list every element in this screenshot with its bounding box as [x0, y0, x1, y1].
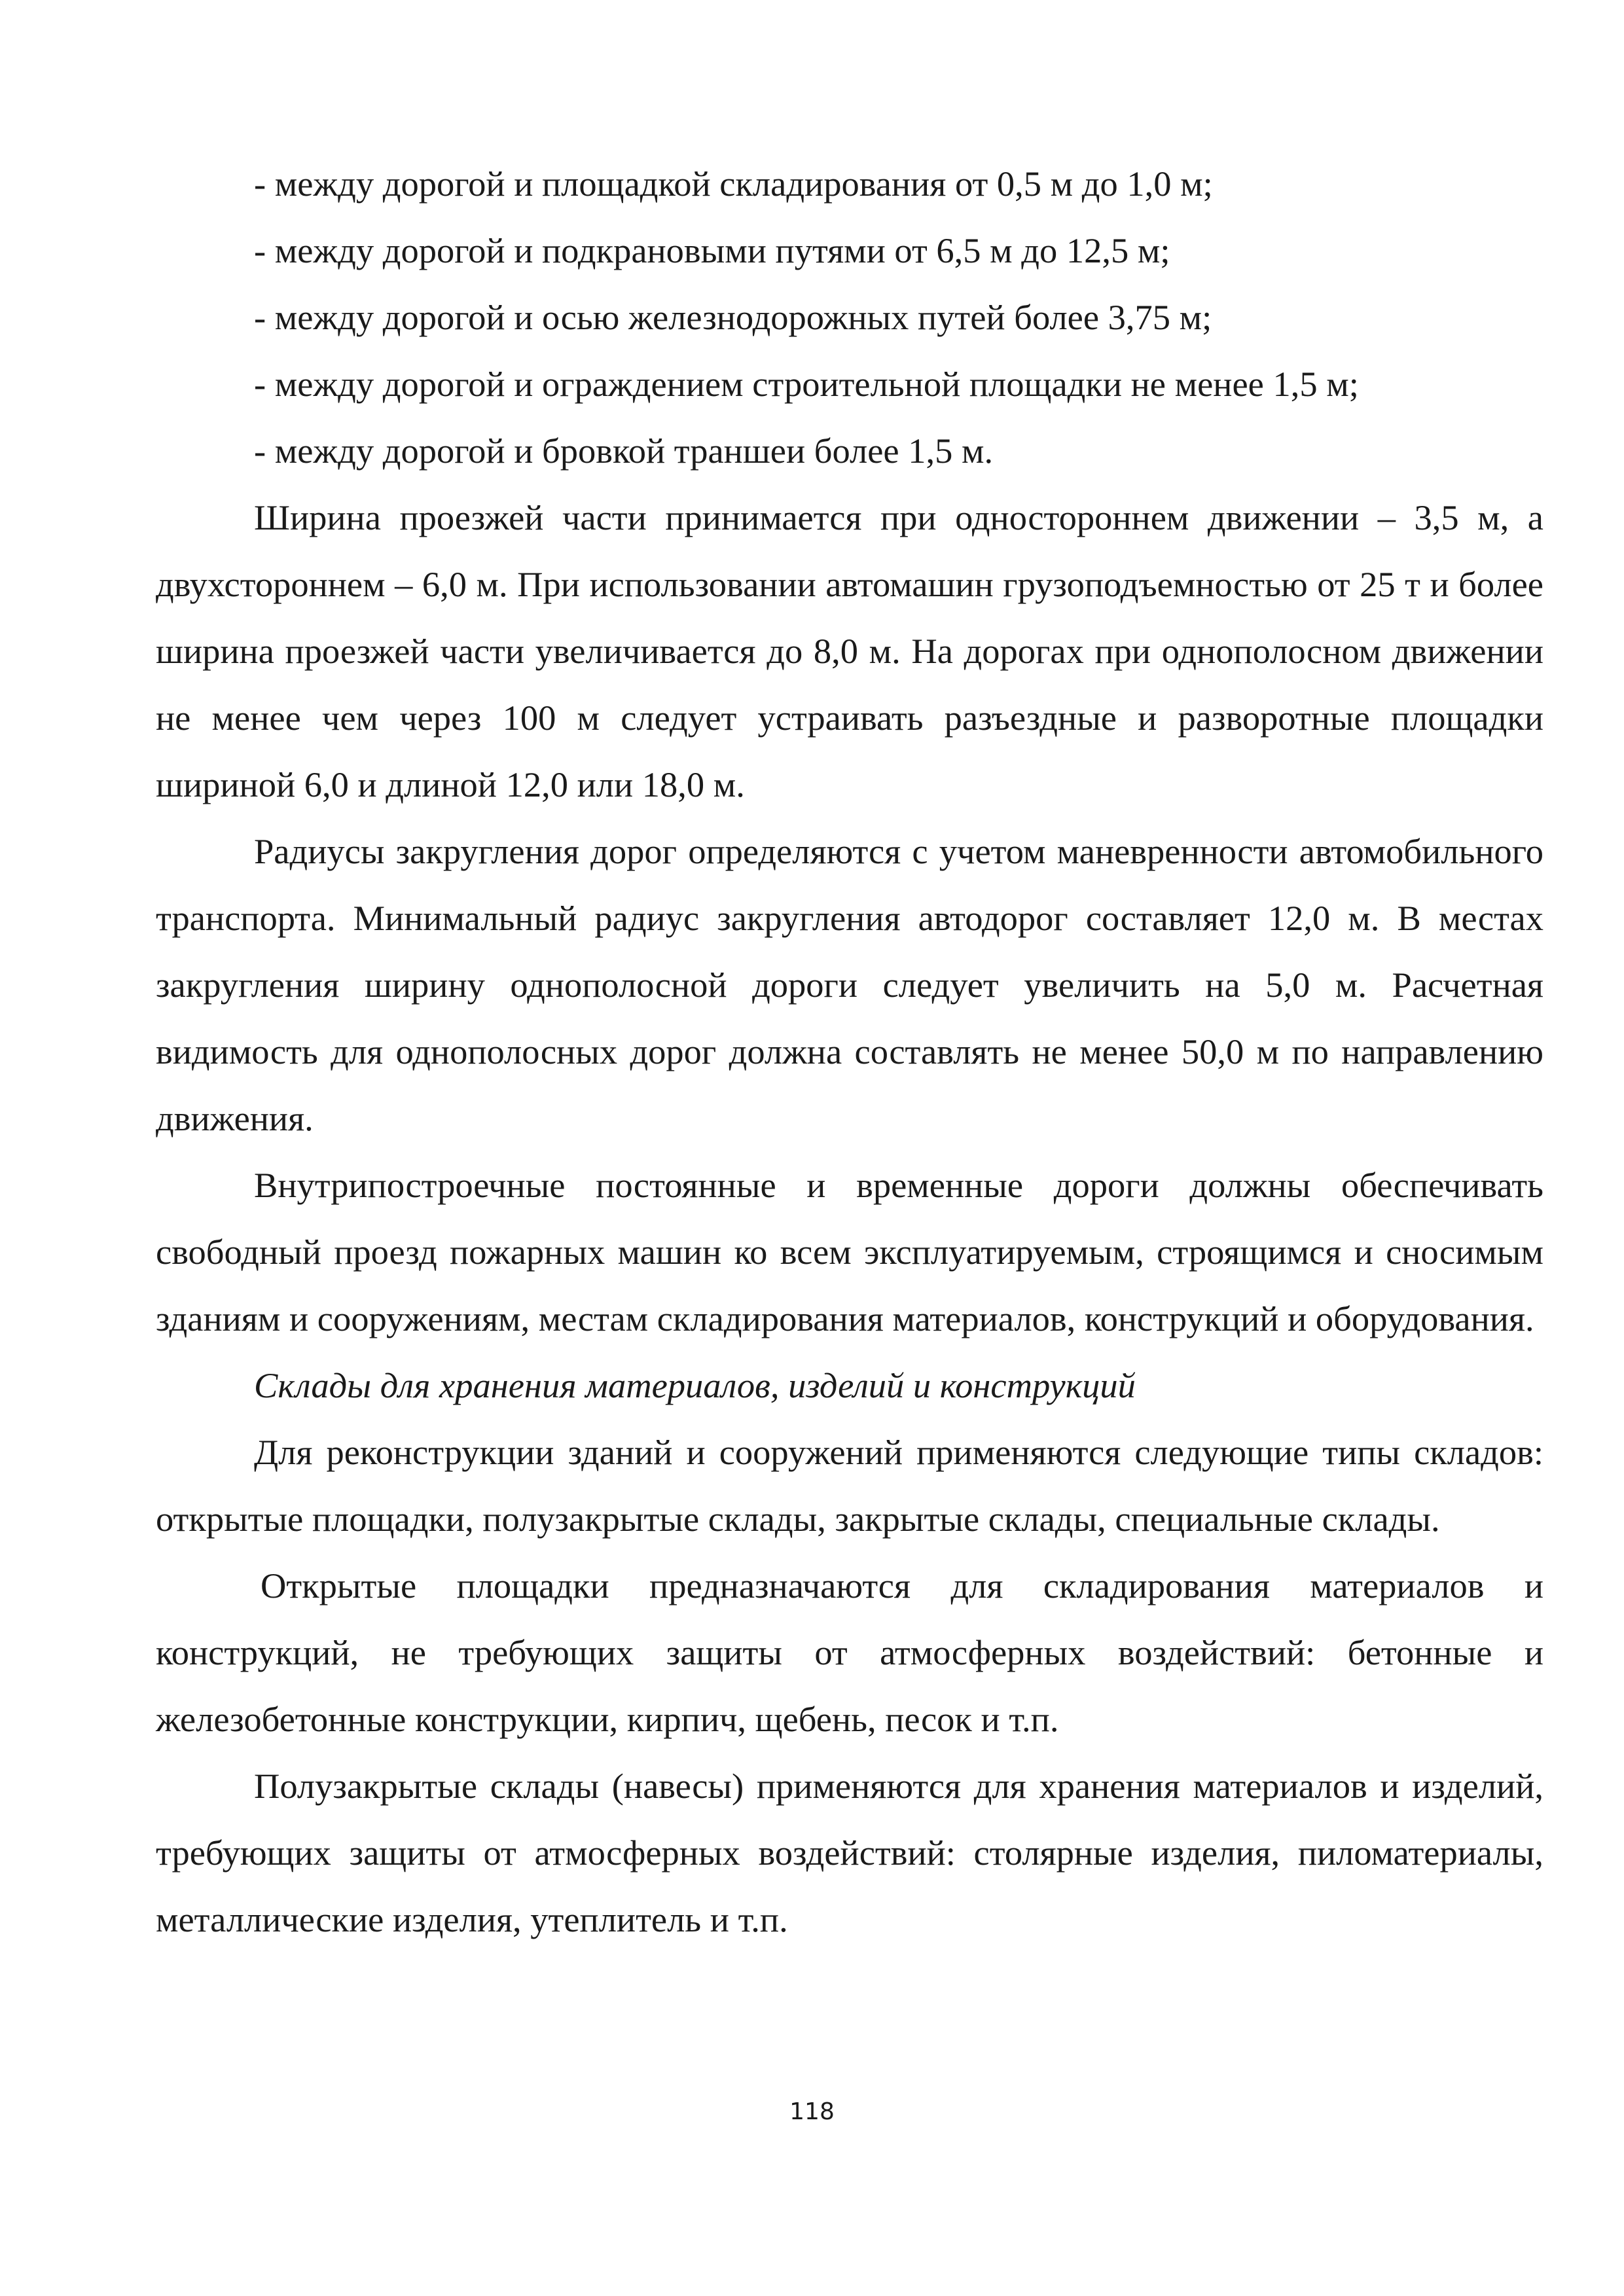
- list-item-trench-edge: - между дорогой и бровкой траншеи более 1,5 м.: [254, 431, 994, 471]
- list-item-storage-site: - между дорогой и площадкой складирования от 0,5 м до 1,0 м;: [254, 164, 1213, 204]
- paragraph-semi-closed: Полузакрытые склады (навесы) применяются для хранения материалов и изделий, требующих защиты от атмосферных воздействий: столярные изделия, пиломатериалы, металлические изделия, утеплитель и т.п.: [156, 1766, 1543, 1939]
- paragraph-fire-access: Внутрипостроечные постоянные и временные дороги должны обеспечивать свободный проезд пожарных машин ко всем эксплуатируемым, строящимся и сносимым зданиям и сооружениям, местам складирования материалов, конструкций и оборудования.: [156, 1165, 1543, 1338]
- paragraph-roadway-width: Ширина проезжей части принимается при одностороннем движении – 3,5 м, а двухстороннем – 6,0 м. При использовании автомашин грузоподъемностью от 25 т и более ширина проезжей части увеличивается до 8,0 м. На дорогах при однополосном движении не менее чем через 100 м следует устраивать разъездные и разворотные площадки шириной 6,0 и длиной 12,0 или 18,0 м.: [156, 497, 1543, 804]
- section-heading-warehouses: Склады для хранения материалов, изделий и конструкций: [254, 1365, 1136, 1405]
- text-body: [156, 151, 1543, 1953]
- paragraph-open-sites: Открытые площадки предназначаются для складирования материалов и конструкций, не требующих защиты от атмосферных воздействий: бетонные и железобетонные конструкции, кирпич, щебень, песок и т.п.: [156, 1566, 1543, 1739]
- paragraph-curve-radius: Радиусы закругления дорог определяются с учетом маневренности автомобильного транспорта. Минимальный радиус закругления автодорог составляет 12,0 м. В местах закругления ширину однополосной дороги следует увеличить на 5,0 м. Расчетная видимость для однополосных дорог должна составлять не менее 50,0 м по направлению движения.: [156, 831, 1543, 1138]
- paragraph-warehouse-types: Для реконструкции зданий и сооружений применяются следующие типы складов: открытые площадки, полузакрытые склады, закрытые склады, специальные склады.: [156, 1432, 1543, 1539]
- list-item-railway-axis: - между дорогой и осью железнодорожных путей более 3,75 м;: [254, 297, 1212, 337]
- page-number: 118: [789, 2098, 835, 2125]
- list-item-crane-tracks: - между дорогой и подкрановыми путями от 6,5 м до 12,5 м;: [254, 230, 1170, 270]
- list-item-site-fence: - между дорогой и ограждением строительной площадки не менее 1,5 м;: [254, 364, 1359, 404]
